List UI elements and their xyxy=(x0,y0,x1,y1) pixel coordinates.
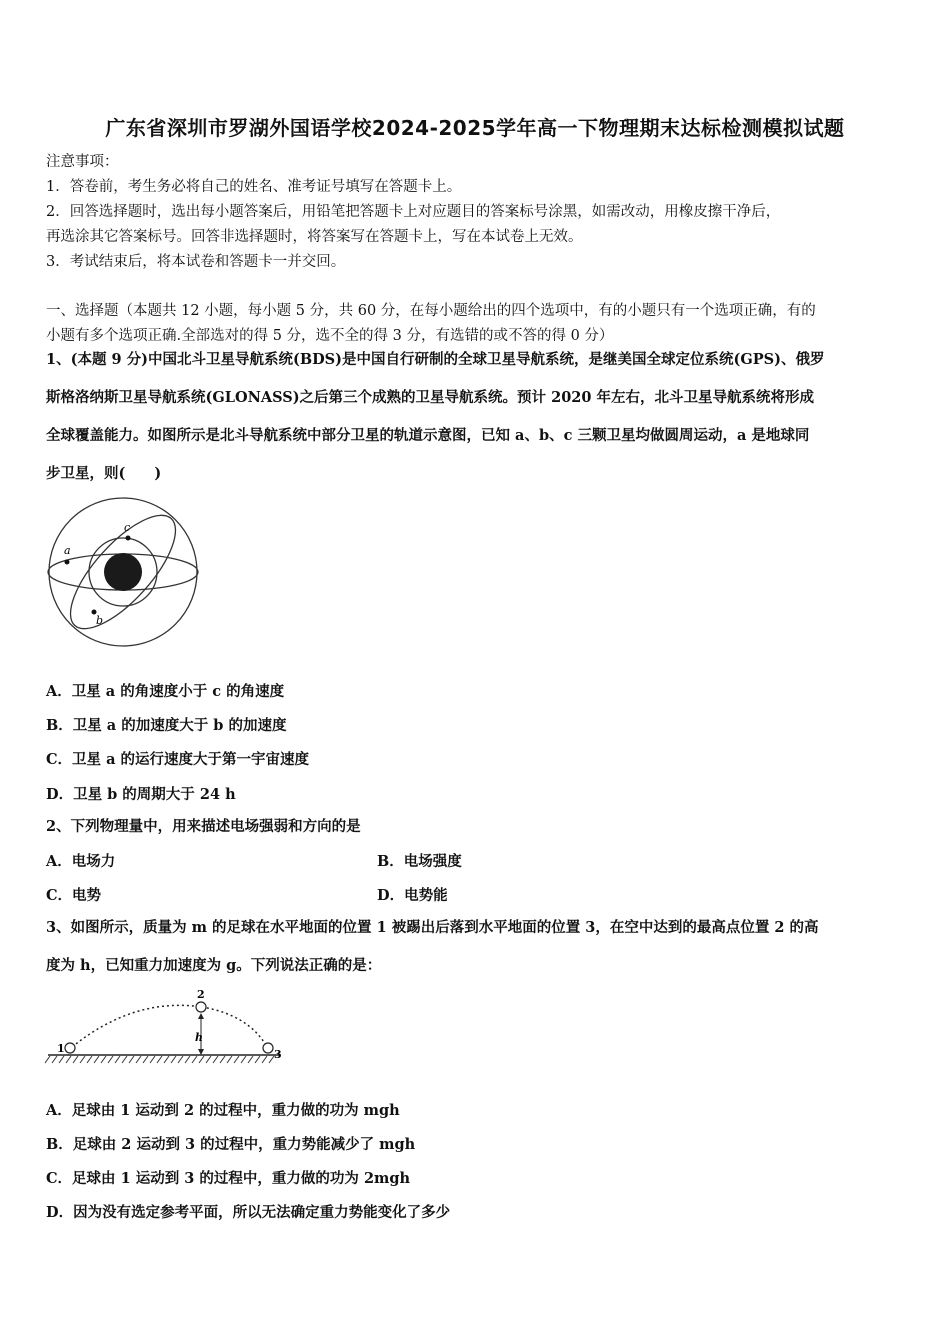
q1-option-c: C．卫星 a 的运行速度大于第一宇宙速度 xyxy=(46,751,310,768)
ground-hatching xyxy=(45,1056,274,1063)
page-title: 广东省深圳市罗湖外国语学校2024-2025学年高一下物理期末达标检测模拟试题 xyxy=(105,116,845,140)
satellite-a xyxy=(65,560,70,565)
q2-stem: 2、下列物理量中，用来描述电场强弱和方向的是 xyxy=(46,818,361,835)
q1-option-a: A．卫星 a 的角速度小于 c 的角速度 xyxy=(46,683,285,700)
trajectory-path xyxy=(72,1005,267,1047)
notice-item: 再选涂其它答案标号。回答非选择题时，将答案写在答题卡上，写在本试卷上无效。 xyxy=(46,229,583,245)
q2-option-b: B．电场强度 xyxy=(377,853,462,870)
q2-option-a: A．电场力 xyxy=(46,853,116,870)
label-1: 1 xyxy=(57,1042,65,1055)
q1-option-d: D．卫星 b 的周期大于 24 h xyxy=(46,786,236,803)
q2-option-c: C．电势 xyxy=(46,887,102,904)
football-trajectory-diagram xyxy=(44,985,284,1070)
q3-option-c: C．足球由 1 运动到 3 的过程中，重力做的功为 2mgh xyxy=(46,1170,411,1187)
notice-item: 1．答卷前，考生务必将自己的姓名、准考证号填写在答题卡上。 xyxy=(46,179,462,195)
q1-option-b: B．卫星 a 的加速度大于 b 的加速度 xyxy=(46,717,287,734)
q2-option-d: D．电势能 xyxy=(377,887,448,904)
label-b: b xyxy=(96,614,104,627)
height-arrow-head-bottom xyxy=(198,1049,204,1055)
q3-stem-line: 度为 h，已知重力加速度为 g。下列说法正确的是： xyxy=(46,957,382,974)
satellite-c xyxy=(126,536,131,541)
label-c: c xyxy=(124,521,131,534)
height-arrow-head-top xyxy=(198,1013,204,1019)
label-2: 2 xyxy=(197,988,205,1001)
q1-stem-line: 1、(本题 9 分)中国北斗卫星导航系统(BDS)是中国自行研制的全球卫星导航系统，是继美国全球定位系统(GPS)、俄罗 xyxy=(46,351,825,368)
label-h: h xyxy=(195,1031,203,1044)
q3-stem-line: 3、如图所示，质量为 m 的足球在水平地面的位置 1 被踢出后落到水平地面的位置 3，在空中达到的最高点位置 2 的高 xyxy=(46,919,819,936)
q3-option-a: A．足球由 1 运动到 2 的过程中，重力做的功为 mgh xyxy=(46,1102,400,1119)
ball-position-2 xyxy=(196,1002,206,1012)
ball-position-3 xyxy=(263,1043,273,1053)
notice-item: 2．回答选择题时，选出每小题答案后，用铅笔把答题卡上对应题目的答案标号涂黑，如需改动，用橡皮擦干净后， xyxy=(46,204,781,220)
label-3: 3 xyxy=(274,1048,282,1061)
label-a: a xyxy=(64,544,71,557)
q1-stem-line: 步卫星，则( ) xyxy=(46,465,162,482)
section-instructions: 一、选择题（本题共 12 小题，每小题 5 分，共 60 分，在每小题给出的四个选项中，有的小题只有一个选项正确，有的 xyxy=(46,303,816,319)
q3-option-b: B．足球由 2 运动到 3 的过程中，重力势能减少了 mgh xyxy=(46,1136,416,1153)
earth xyxy=(104,553,142,591)
section-instructions: 小题有多个选项正确.全部选对的得 5 分，选不全的得 3 分，有选错的或不答的得 0 分） xyxy=(46,328,614,344)
satellite-orbit-diagram xyxy=(44,494,204,654)
q3-option-d: D．因为没有选定参考平面，所以无法确定重力势能变化了多少 xyxy=(46,1204,451,1221)
ball-position-1 xyxy=(65,1043,75,1053)
notice-item: 3．考试结束后，将本试卷和答题卡一并交回。 xyxy=(46,254,346,270)
q1-stem-line: 全球覆盖能力。如图所示是北斗导航系统中部分卫星的轨道示意图，已知 a、b、c 三颗卫星均做圆周运动，a 是地球同 xyxy=(46,427,810,444)
notice-heading: 注意事项： xyxy=(46,154,119,170)
q1-stem-line: 斯格洛纳斯卫星导航系统(GLONASS)之后第三个成熟的卫星导航系统。预计 2020 年左右，北斗卫星导航系统将形成 xyxy=(46,389,815,406)
